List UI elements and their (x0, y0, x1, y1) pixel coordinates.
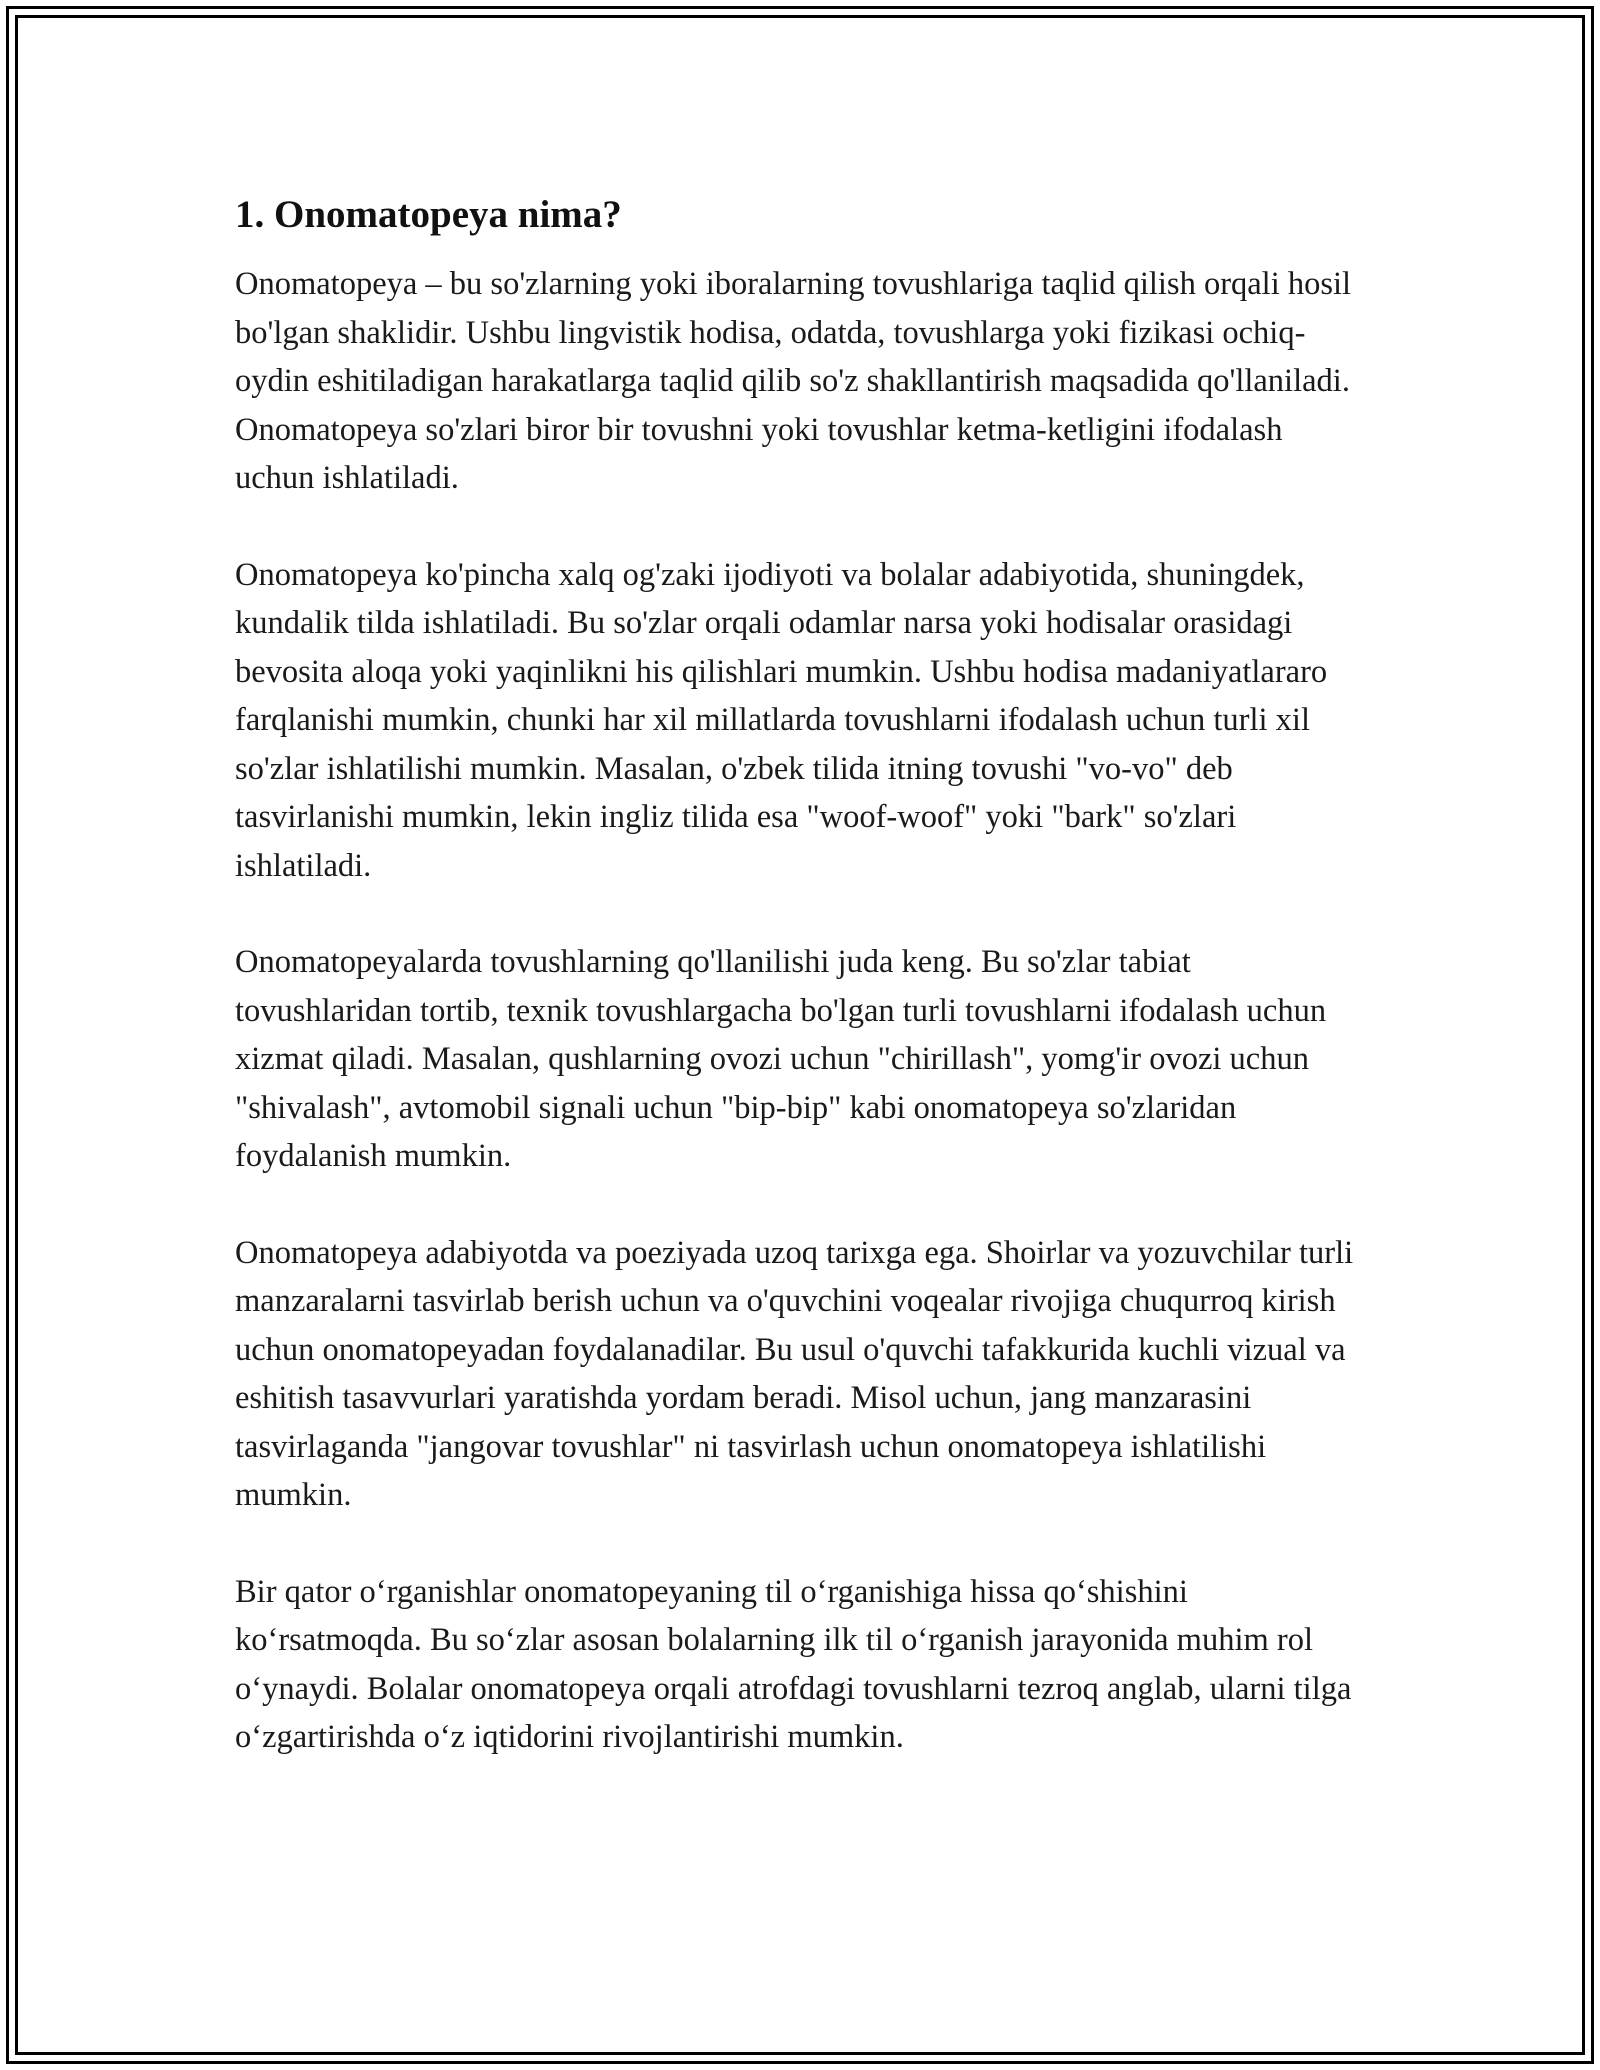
section-heading: 1. Onomatopeya nima? (235, 193, 622, 236)
paragraph-4: Onomatopeya adabiyotda va poeziyada uzoq tarixga ega. Shoirlar va yozuvchilar turli manzaralarni tasvirlab berish uchun va o'quvchini voqealar rivojiga chuqurroq kirish uchun onomatopeyadan foydalanadilar. Bu usul o'quvchi tafakkurida kuchli vizual va eshitish tasavvurlari yaratishda yordam beradi. Misol uchun, jang manzarasini tasvirlaganda "jangovar tovushlar" ni tasvirlash uchun onomatopeya ishlatilishi mumkin. (235, 1234, 1354, 1513)
paragraph-1: Onomatopeya – bu so'zlarning yoki iboralarning tovushlariga taqlid qilish orqali hosil bo'lgan shaklidir. Ushbu lingvistik hodisa, odatda, tovushlarga yoki fizikasi ochiq-oydin eshitiladigan harakatlarga taqlid qilib so'z shakllantirish maqsadida qo'llaniladi. Onomatopeya so'zlari biror bir tovushni yoki tovushlar ketma-ketligini ifodalash uchun ishlatiladi. (235, 266, 1352, 496)
paragraph-3: Onomatopeyalarda tovushlarning qo'llanilishi juda keng. Bu so'zlar tabiat tovushlaridan tortib, texnik tovushlargacha bo'lgan turli tovushlarni ifodalash uchun xizmat qiladi. Masalan, qushlarning ovozi uchun "chirillash", yomg'ir ovozi uchun "shivalash", avtomobil signali uchun "bip-bip" kabi onomatopeya so'zlaridan foydalanish mumkin. (235, 944, 1327, 1174)
paragraph-5: Bir qator oʻrganishlar onomatopeyaning til oʻrganishiga hissa qoʻshishini koʻrsatmoqda. Bu soʻzlar asosan bolalarning ilk til oʻrganish jarayonida muhim rol oʻynaydi. Bolalar onomatopeya orqali atrofdagi tovushlarni tezroq anglab, ularni tilga oʻzgartirishda oʻz iqtidorini rivojlantirishi mumkin. (235, 1573, 1352, 1755)
paragraph-2: Onomatopeya ko'pincha xalq og'zaki ijodiyoti va bolalar adabiyotida, shuningdek, kundalik tilda ishlatiladi. Bu so'zlar orqali odamlar narsa yoki hodisalar orasidagi bevosita aloqa yoki yaqinlikni his qilishlari mumkin. Ushbu hodisa madaniyatlararo farqlanishi mumkin, chunki har xil millatlarda tovushlarni ifodalash uchun turli xil so'zlar ishlatilishi mumkin. Masalan, o'zbek tilida itning tovushi "vo-vo" deb tasvirlanishi mumkin, lekin ingliz tilida esa "woof-woof" yoki "bark" so'zlari ishlatiladi. (235, 556, 1328, 884)
document-body (235, 180, 1365, 1762)
